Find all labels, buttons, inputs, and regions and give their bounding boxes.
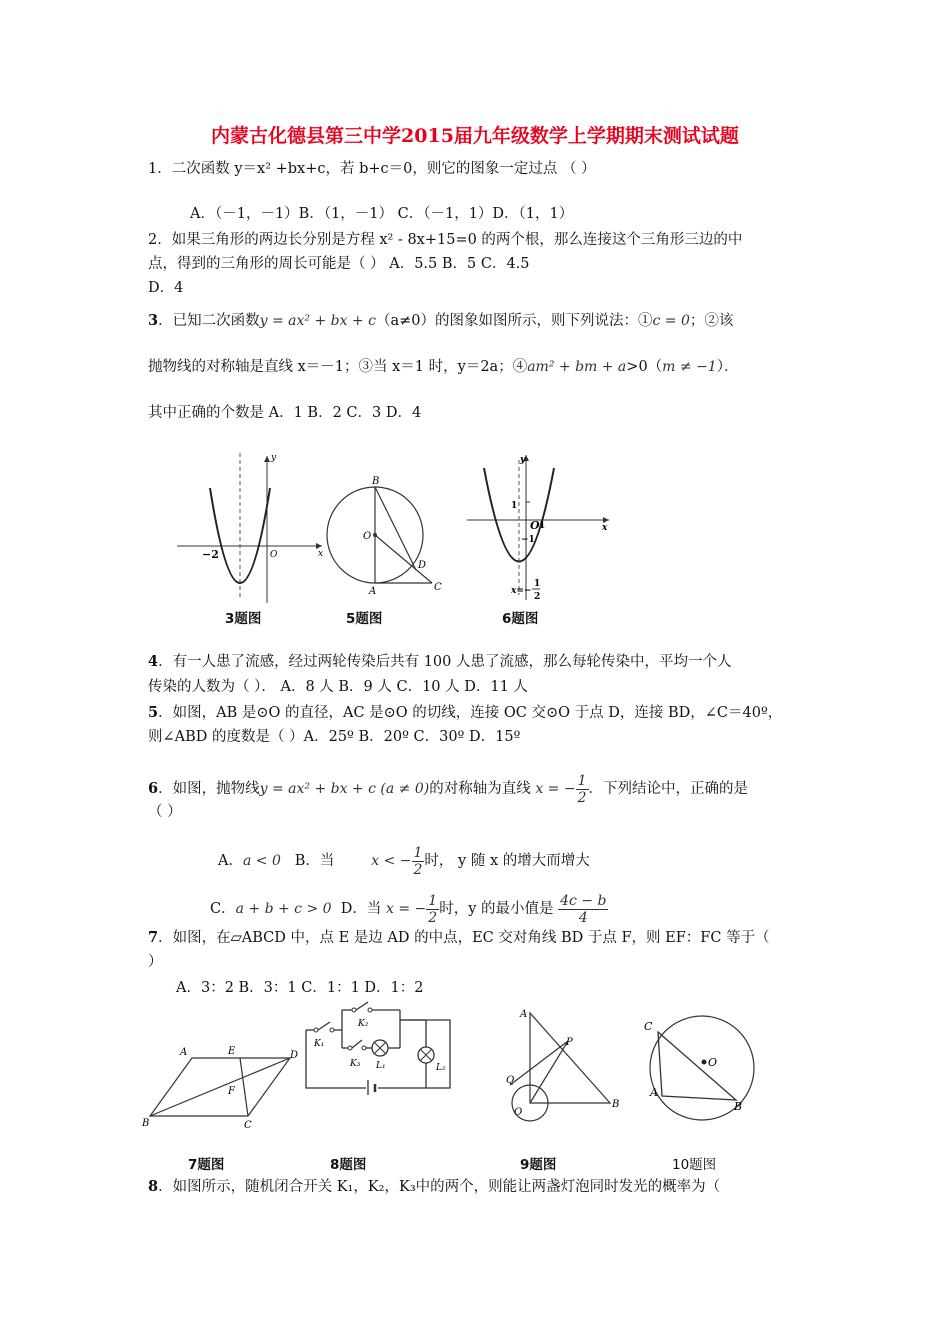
fig3-origin-label: O <box>270 550 278 560</box>
fig6-origin-label: O <box>530 519 540 532</box>
figure-9-triangle <box>500 1005 630 1125</box>
q3-mcond: m ≠ −1 <box>662 359 717 375</box>
q5-line1: 5．如图，AB 是⊙O 的直径，AC 是⊙O 的切线，连接 OC 交⊙O 于点 D，连接 BD，∠C＝40º， <box>148 704 783 721</box>
q2-line1: 2．如果三角形的两边长分别是方程 x² - 8x+15=0 的两个根，那么连接这个三角形三边的中 <box>148 232 743 248</box>
fig6-neg1-label: −1 <box>521 535 535 545</box>
fig9-a-label: A <box>520 1009 528 1020</box>
q3-line2: 抛物线的对称轴是直线 x＝－1；③当 x＝1 时，y＝2a；④am² + bm + a>0（m ≠ −1）． <box>148 359 739 375</box>
q7-line1: 7．如图，在▱ABCD 中，点 E 是边 AD 的中点，EC 交对角线 BD 于点 F，则 EF：FC 等于（ <box>148 929 770 946</box>
q6-paren: （ ） <box>148 804 182 820</box>
fig6-axis-label: x=− <box>511 586 532 596</box>
fig3-x-label: x <box>318 549 324 559</box>
fig10-a-label: A <box>650 1086 658 1099</box>
fig10-c-label: C <box>644 1020 653 1033</box>
fig5-c-label: C <box>434 582 442 593</box>
q7-options: A．3：2 B．3：1 C．1：1 D．1：2 <box>176 980 424 996</box>
fig9-b-label: B <box>612 1099 620 1110</box>
fig7-caption: 7题图 <box>188 1157 225 1173</box>
q3-number: 3 <box>148 312 159 329</box>
fig7-b-label: B <box>142 1118 150 1128</box>
q3-ineq: am² + bm + a <box>527 359 627 375</box>
fig5-a-label: A <box>369 586 377 597</box>
fig8-k2-label: K₂ <box>358 1019 369 1029</box>
q6-axis: x = − $\frac{1}{2}$ <box>535 772 587 806</box>
figure-7-parallelogram <box>140 1038 300 1128</box>
figure-3-parabola <box>172 448 332 608</box>
q6-options-ab: A．a < 0 B．当 x < − $\frac{1}{2}$ 时， y 随 x 的增大而增大 <box>218 844 590 878</box>
q4-line1: 4．有一人患了流感，经过两轮传染后共有 100 人患了流感，那么每轮传染中，平均一个人 <box>148 653 732 670</box>
fig6-one-y-label: 1 <box>511 501 518 511</box>
q6-opt-d-cond: x = − $\frac{1}{2}$ <box>386 892 438 926</box>
fig7-e-label: E <box>228 1046 236 1057</box>
q6-opt-c: a + b + c > 0 <box>235 901 332 917</box>
figure-8-circuit <box>300 1000 460 1095</box>
fig10-o-label: O <box>708 1056 718 1069</box>
figure-6-parabola <box>464 450 614 605</box>
q8-line1: 8．如图所示，随机闭合开关 K₁，K₂，K₃中的两个，则能让两盏灯泡同时发光的概率为（ <box>148 1178 721 1195</box>
fig9-o-label: O <box>514 1107 523 1118</box>
fig8-l2-label: L₂ <box>436 1063 446 1073</box>
fig10-b-label: B <box>734 1100 743 1113</box>
fig3-y-label: y <box>271 453 277 463</box>
fig5-caption: 5题图 <box>346 611 383 627</box>
fig7-c-label: C <box>244 1120 252 1128</box>
q1-options: A．（－1，－1）B．（1，－1） C．（－1，1）D．（1，1） <box>190 206 574 222</box>
fig6-one-x-label: 1 <box>539 521 546 531</box>
fig3-caption: 3题图 <box>225 611 262 627</box>
fig5-b-label: B <box>372 476 380 487</box>
fig9-p-label: P <box>566 1037 573 1048</box>
q3-formula: y = ax² + bx + c <box>259 313 376 329</box>
fig6-half-den: 2 <box>534 592 541 602</box>
fig7-f-label: F <box>228 1086 235 1097</box>
fig8-k3-label: K₃ <box>350 1059 361 1069</box>
fig8-l1-label: L₁ <box>376 1061 386 1071</box>
q5-line2: 则∠ABD 的度数是（ ）A．25º B．20º C．30º D．15º <box>148 729 521 745</box>
q3-line3: 其中正确的个数是 A．1 B．2 C．3 D．4 <box>148 405 422 421</box>
fig5-o-label: O <box>363 531 372 542</box>
q3-line1: 3．已知二次函数y = ax² + bx + c（a≠0）的图象如图所示，则下列说法：①c = 0；②该 <box>148 312 734 329</box>
q6-line1: 6．如图，抛物线y = ax² + bx + c (a ≠ 0)的对称轴为直线 x = − $\frac{1}{2}$ ．下列结论中，正确的是 <box>148 772 749 806</box>
page-title: 内蒙古化德县第三中学2015届九年级数学上学期期末测试试题 <box>211 125 739 147</box>
q6-opt-a: a < 0 <box>242 853 281 869</box>
fig3-neg2-label: −2 <box>202 548 219 561</box>
q2-line3: D．4 <box>148 280 184 296</box>
fig10-caption: 10题图 <box>672 1157 717 1173</box>
fig6-y-label: y <box>520 455 526 465</box>
fig9-q-label: Q <box>506 1075 515 1086</box>
figure-10-circle <box>640 1010 770 1140</box>
q7-line2: ） <box>148 954 163 970</box>
fig6-caption: 6题图 <box>502 611 539 627</box>
figure-5-circle <box>322 470 452 600</box>
q1-stem: 1．二次函数 y＝x² +bx+c，若 b+c＝0，则它的图象一定过点 （ ） <box>148 161 596 177</box>
fig5-d-label: D <box>418 560 427 571</box>
q4-line2: 传染的人数为（ ）． A．8 人 B．9 人 C．10 人 D．11 人 <box>148 679 528 695</box>
q2-line2: 点，得到的三角形的周长可能是（ ） A．5.5 B．5 C．4.5 <box>148 256 530 272</box>
fig8-k1-label: K₁ <box>314 1039 325 1049</box>
q6-min-value: $\frac{4c - b}{4}$ <box>560 892 607 926</box>
fig6-x-label: x <box>602 523 608 533</box>
q3-c0: c = 0 <box>652 313 690 329</box>
fig6-half-num: 1 <box>534 579 541 589</box>
q6-options-cd: C．a + b + c > 0 D．当 x = − $\frac{1}{2}$ 时，y 的最小值是 $\frac{4c - b}{4}$ <box>210 892 607 926</box>
fig7-a-label: A <box>180 1047 188 1058</box>
q6-formula: y = ax² + bx + c (a ≠ 0) <box>259 781 430 797</box>
fig7-d-label: D <box>290 1050 299 1061</box>
fig8-caption: 8题图 <box>330 1157 367 1173</box>
fig9-caption: 9题图 <box>520 1157 557 1173</box>
q6-opt-b-cond: x < − $\frac{1}{2}$ <box>371 844 423 878</box>
